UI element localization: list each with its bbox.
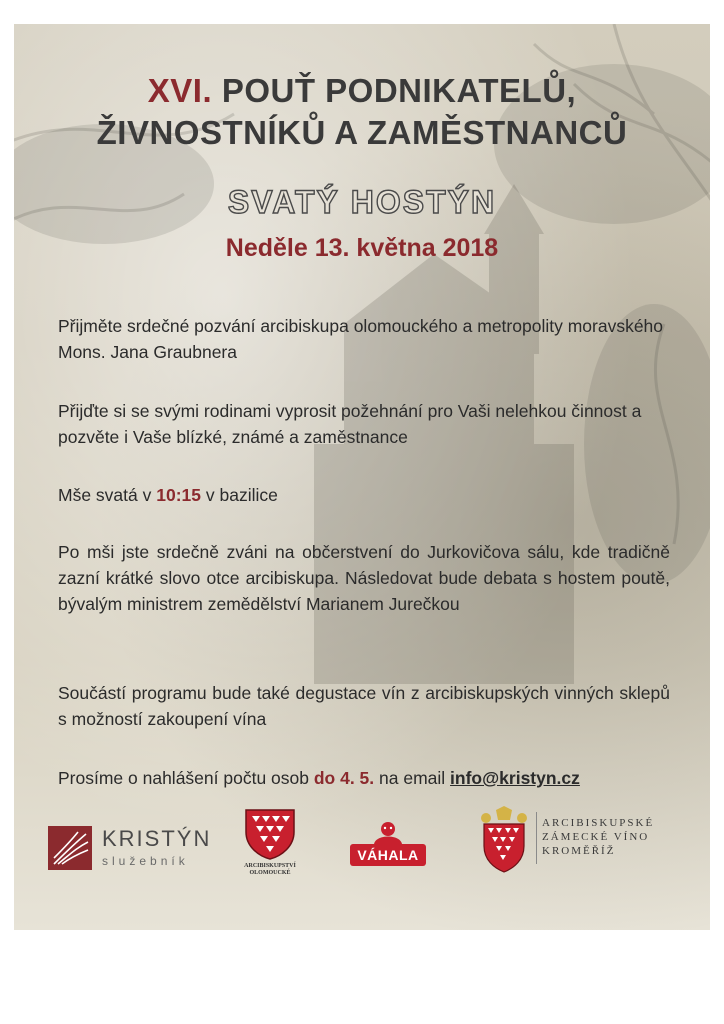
kristyn-wheat-icon — [48, 826, 92, 870]
vahala-logo — [350, 820, 426, 870]
zamecke-vino-caption — [542, 816, 654, 858]
title-number: XVI. — [147, 72, 213, 109]
paragraph-mass — [58, 482, 670, 508]
paragraph-registration — [58, 765, 670, 791]
registration-deadline: do 4. 5. — [313, 768, 375, 788]
vahala-butcher-icon — [368, 820, 408, 844]
poster — [14, 24, 710, 930]
mass-text-suffix: v bazilice — [201, 485, 278, 505]
title-line-2: ŽIVNOSTNÍKŮ A ZAMĚSTNANCŮ — [96, 114, 628, 151]
vahala-name: VÁHALA — [357, 847, 419, 863]
poster-title — [14, 70, 710, 154]
title-line-1 — [14, 70, 710, 112]
paragraph-program: Po mši jste srdečně zváni na občerstvení do Jurkovičova sálu, kde tradičně zazní krátké slovo otce arcibiskupa. Následovat bude debata s hostem poutě, bývalým ministrem zemědělství Marianem Jurečkou — [58, 542, 670, 614]
arcibiskupstvi-caption — [230, 863, 310, 877]
zamecke-vino-line2: ZÁMECKÉ VÍNO — [542, 831, 650, 843]
arcibiskupstvi-shield-icon — [244, 808, 296, 860]
background-basilica-image — [14, 24, 710, 930]
event-date: Neděle 13. května 2018 — [225, 234, 499, 262]
registration-prefix: Prosíme o nahlášení počtu osob — [58, 768, 314, 788]
zamecke-vino-line3: KROMĚŘÍŽ — [542, 845, 616, 857]
arcibiskupstvi-line1: ARCIBISKUPSTVÍ — [244, 863, 296, 869]
mass-text-prefix: Mše svatá v — [58, 485, 157, 505]
paragraph-wine: Součástí programu bude také degustace vín z arcibiskupských vinných sklepů s možností zakoupení vína — [58, 683, 670, 729]
kristyn-logo — [48, 824, 218, 874]
zamecke-vino-crest-icon — [476, 806, 532, 876]
zamecke-vino-logo — [476, 806, 676, 876]
email-link[interactable]: info@kristyn.cz — [450, 768, 580, 788]
registration-middle: na email — [374, 768, 451, 788]
zamecke-vino-line1: ARCIBISKUPSKÉ — [542, 817, 655, 829]
paragraph-families: Přijďte si se svými rodinami vyprosit požehnání pro Vaši nelehkou činnost a pozvěte i Vaše blízké, známé a zaměstnance — [58, 401, 642, 447]
arcibiskupstvi-line2: OLOMOUCKÉ — [249, 870, 291, 876]
zamecke-vino-divider — [536, 812, 537, 864]
arcibiskupstvi-logo — [240, 808, 300, 878]
kristyn-subtitle: služebník — [102, 854, 189, 868]
vahala-banner — [350, 844, 426, 866]
subtitle: SVATÝ HOSTÝN — [227, 184, 497, 220]
paragraph-invitation: Přijměte srdečné pozvání arcibiskupa olomouckého a metropolity moravského Mons. Jana Graubnera — [58, 316, 664, 362]
kristyn-name: KRISTÝN — [102, 826, 212, 851]
mass-time: 10:15 — [156, 485, 201, 505]
title-line1-text: POUŤ PODNIKATELŮ, — [221, 72, 577, 109]
